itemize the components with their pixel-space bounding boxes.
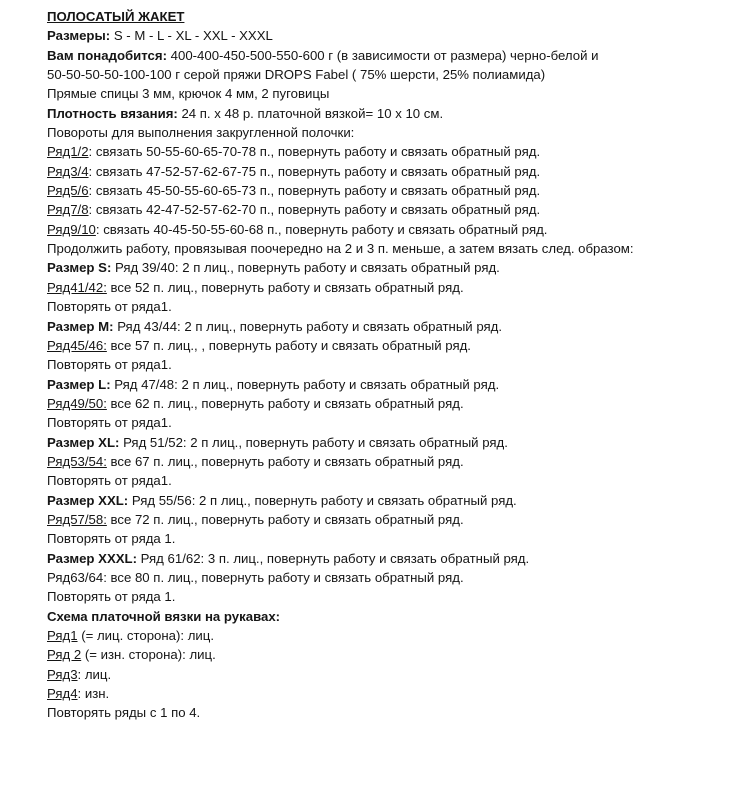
repeat-note: Повторять от ряда1. bbox=[47, 473, 172, 489]
size-block-line bbox=[47, 510, 750, 529]
repeat-note: Повторять от ряда1. bbox=[47, 357, 172, 373]
sizes-value: S - M - L - XL - XXL - XXXL bbox=[110, 28, 273, 44]
size-block-line bbox=[47, 394, 750, 413]
row-number: Ряд57/58: bbox=[47, 511, 107, 527]
sizes-line bbox=[47, 26, 750, 45]
row-instruction: все 72 п. лиц., повернуть работу и связать обратный ряд. bbox=[106, 511, 464, 527]
continue-instruction: Продолжить работу, провязывая поочередно на 2 и 3 п. меньше, а затем вязать след. образом: bbox=[47, 241, 634, 257]
turns-intro: Повороты для выполнения закругленной полочки: bbox=[47, 125, 355, 141]
row-instruction: (= изн. сторона): лиц. bbox=[81, 647, 216, 663]
size-block-line bbox=[47, 433, 750, 452]
row-number: Ряд49/50: bbox=[47, 395, 107, 411]
row-number: Ряд5/6 bbox=[47, 183, 89, 199]
row-number: Ряд7/8 bbox=[47, 202, 89, 218]
size-label: Размер XXXL: bbox=[47, 550, 137, 566]
row-number: Ряд53/54: bbox=[47, 453, 107, 469]
turn-row bbox=[47, 220, 750, 239]
size-instruction: Ряд 39/40: 2 п лиц., повернуть работу и связать обратный ряд. bbox=[111, 260, 500, 276]
turn-row bbox=[47, 162, 750, 181]
row-number: Ряд45/46: bbox=[47, 337, 107, 353]
row-number: Ряд4 bbox=[47, 686, 78, 702]
turn-row bbox=[47, 181, 750, 200]
repeat-note: Повторять от ряда1. bbox=[47, 415, 172, 431]
repeat-note: Повторять от ряда 1. bbox=[47, 531, 176, 547]
size-block-line bbox=[47, 549, 750, 568]
row-number: Ряд 2 bbox=[47, 647, 82, 663]
size-block-line bbox=[47, 452, 750, 471]
row-instruction: : связать 42-47-52-57-62-70 п., повернуть работу и связать обратный ряд. bbox=[88, 202, 541, 218]
row-number: Ряд1 bbox=[47, 628, 78, 643]
materials-label: Вам понадобится: bbox=[47, 47, 167, 63]
row-instruction: все 52 п. лиц., повернуть работу и связать обратный ряд. bbox=[106, 279, 464, 295]
row-instruction: : связать 40-45-50-55-60-68 п., повернуть работу и связать обратный ряд. bbox=[95, 221, 548, 237]
size-block-line bbox=[47, 491, 750, 510]
sleeve-row bbox=[47, 626, 750, 645]
row-instruction: : связать 47-52-57-62-67-75 п., повернуть работу и связать обратный ряд. bbox=[88, 163, 541, 179]
size-instruction: Ряд 51/52: 2 п лиц., повернуть работу и связать обратный ряд. bbox=[119, 434, 508, 450]
row-instruction: : лиц. bbox=[77, 666, 112, 682]
row-number: Ряд41/42: bbox=[47, 279, 107, 295]
sleeve-row bbox=[47, 645, 750, 664]
row-number: Ряд3/4 bbox=[47, 163, 89, 179]
turn-row bbox=[47, 200, 750, 219]
row-instruction: все 67 п. лиц., повернуть работу и связать обратный ряд. bbox=[106, 453, 464, 469]
materials-line bbox=[47, 46, 750, 65]
size-instruction: Ряд 61/62: 3 п. лиц., повернуть работу и связать обратный ряд. bbox=[137, 550, 530, 566]
sizes-label: Размеры: bbox=[47, 28, 111, 44]
gauge-value: 24 п. х 48 р. платочной вязкой= 10 х 10 см. bbox=[177, 105, 444, 121]
sleeve-row bbox=[47, 665, 750, 684]
size-label: Размер S: bbox=[47, 260, 112, 276]
size-block-line bbox=[47, 568, 750, 587]
turn-row bbox=[47, 142, 750, 161]
row-instruction: все 57 п. лиц., , повернуть работу и связать обратный ряд. bbox=[106, 337, 471, 353]
materials-line-2: 50-50-50-50-100-100 г серой пряжи DROPS Fabel ( 75% шерсти, 25% полиамида) bbox=[47, 67, 546, 83]
size-label: Размер L: bbox=[47, 376, 111, 392]
size-label: Размер M: bbox=[47, 318, 114, 334]
page-title: ПОЛОСАТЫЙ ЖАКЕТ bbox=[47, 9, 185, 24]
repeat-note: Повторять от ряда1. bbox=[47, 299, 172, 315]
materials-text: 400-400-450-500-550-600 г (в зависимости от размера) черно-белой и bbox=[166, 47, 599, 63]
repeat-note: Повторять ряды с 1 по 4. bbox=[47, 705, 201, 721]
sleeve-row bbox=[47, 684, 750, 703]
size-block-line bbox=[47, 336, 750, 355]
row-number: Ряд9/10 bbox=[47, 221, 96, 237]
row-instruction: (= лиц. сторона): лиц. bbox=[77, 628, 214, 643]
row-instruction: : связать 45-50-55-60-65-73 п., повернуть работу и связать обратный ряд. bbox=[88, 183, 541, 199]
size-instruction: Ряд 43/44: 2 п лиц., повернуть работу и связать обратный ряд. bbox=[113, 318, 503, 334]
row-number: Ряд3 bbox=[47, 666, 78, 682]
size-block-line bbox=[47, 258, 750, 277]
gauge-label: Плотность вязания: bbox=[47, 105, 178, 121]
size-block-line bbox=[47, 375, 750, 394]
size-block-line bbox=[47, 317, 750, 336]
row-instruction: : связать 50-55-60-65-70-78 п., повернуть работу и связать обратный ряд. bbox=[88, 144, 541, 160]
sleeves-title: Схема платочной вязки на рукавах: bbox=[47, 608, 281, 624]
size-label: Размер XL: bbox=[47, 434, 120, 450]
gauge-line bbox=[47, 104, 750, 123]
size-block-line bbox=[47, 278, 750, 297]
row-number: Ряд1/2 bbox=[47, 144, 89, 160]
size-instruction: Ряд 47/48: 2 п лиц., повернуть работу и связать обратный ряд. bbox=[110, 376, 500, 392]
row-instruction: все 62 п. лиц., повернуть работу и связать обратный ряд. bbox=[106, 395, 464, 411]
repeat-note: Повторять от ряда 1. bbox=[47, 589, 176, 605]
size-instruction: Ряд 55/56: 2 п лиц., повернуть работу и связать обратный ряд. bbox=[128, 492, 517, 508]
size-label: Размер XXL: bbox=[47, 492, 129, 508]
tools-line: Прямые спицы 3 мм, крючок 4 мм, 2 пуговицы bbox=[47, 86, 330, 102]
row-instruction: все 80 п. лиц., повернуть работу и связать обратный ряд. bbox=[106, 569, 464, 585]
row-number: Ряд63/64: bbox=[47, 569, 107, 585]
row-instruction: : изн. bbox=[77, 686, 110, 702]
